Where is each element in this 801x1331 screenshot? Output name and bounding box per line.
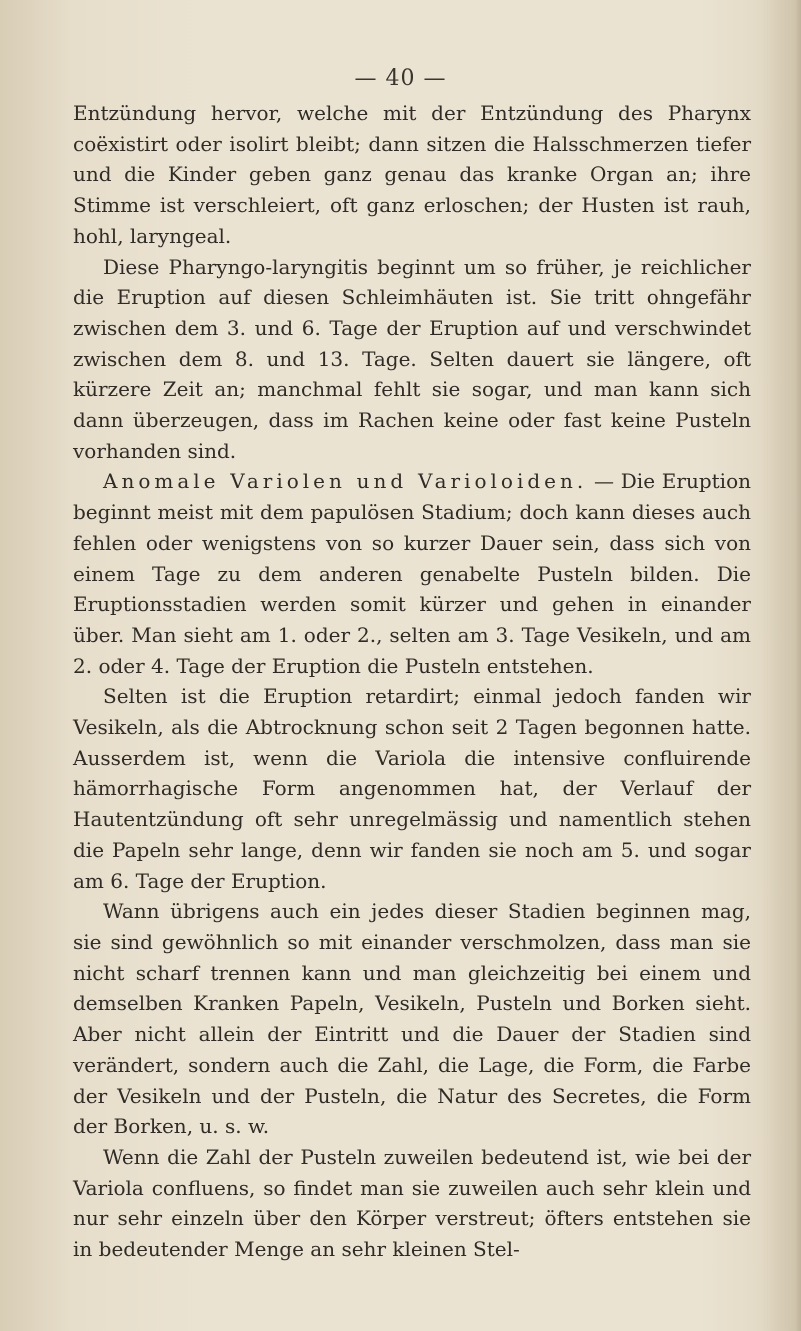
section-heading: Anomale Variolen und Varioloiden. — [103, 469, 588, 494]
paragraph-1: Entzündung hervor, welche mit der Entzündung des Pharynx coëxistirt oder isolirt bleibt; dann sitzen die Halsschmerzen tiefer und die Kinder geben ganz genau das kranke Organ an; ihre Stimme ist verschleiert, oft ganz erloschen; der Husten ist rauh, hohl, laryngeal. — [73, 101, 751, 248]
paragraph-6: Wenn die Zahl der Pusteln zuweilen bedeutend ist, wie bei der Variola confluens, so findet man sie zuweilen auch sehr klein und nur sehr einzeln über den Körper verstreut; öfters entstehen sie in bedeutender Menge an sehr kleinen Stel- — [73, 1144, 751, 1262]
paragraph-5: Wann übrigens auch ein jedes dieser Stadien beginnen mag, sie sind gewöhnlich so mit einander verschmolzen, dass man sie nicht scharf trennen kann und man gleichzeitig bei einem und demselben Kranken Papeln, Vesikeln, Pusteln und Borken sieht. Aber nicht allein der Eintritt und die Dauer der Stadien sind verändert, sondern auch die Zahl, die Lage, die Form, die Farbe der Vesikeln und der Pusteln, die Natur des Secretes, die Form der Borken, u. s. w. — [73, 899, 751, 1139]
page-number: — 40 — — [354, 66, 447, 91]
body-text — [73, 98, 751, 1265]
paragraph-2: Diese Pharyngo-laryngitis beginnt um so früher, je reichlicher die Eruption auf diesen Schleimhäuten ist. Sie tritt ohngefähr zwischen dem 3. und 6. Tage der Eruption auf und verschwindet zwischen dem 8. und 13. Tage. Selten dauert sie längere, oft kürzere Zeit an; manchmal fehlt sie sogar, und man kann sich dann überzeugen, dass im Rachen keine oder fast keine Pusteln vorhanden sind. — [73, 254, 751, 463]
paragraph-3 — [73, 466, 751, 681]
paragraph-3-text: — Die Eruption beginnt meist mit dem papulösen Stadium; doch kann dieses auch fehlen oder wenigstens von so kurzer Dauer sein, dass sich von einem Tage zu dem anderen genabelte Pusteln bilden. Die Eruptionsstadien werden somit kürzer und gehen in einander über. Man sieht am 1. oder 2., selten am 3. Tage Vesikeln, und am 2. oder 4. Tage der Eruption die Pusteln entstehen. — [73, 469, 751, 678]
paragraph-4: Selten ist die Eruption retardirt; einmal jedoch fanden wir Vesikeln, als die Abtrocknung schon seit 2 Tagen begonnen hatte. Ausserdem ist, wenn die Variola die intensive confluirende hämorrhagische Form angenommen hat, der Verlauf der Hautentzündung oft sehr unregelmässig und namentlich stehen die Papeln sehr lange, denn wir fanden sie noch am 5. und sogar am 6. Tage der Eruption. — [73, 684, 751, 893]
